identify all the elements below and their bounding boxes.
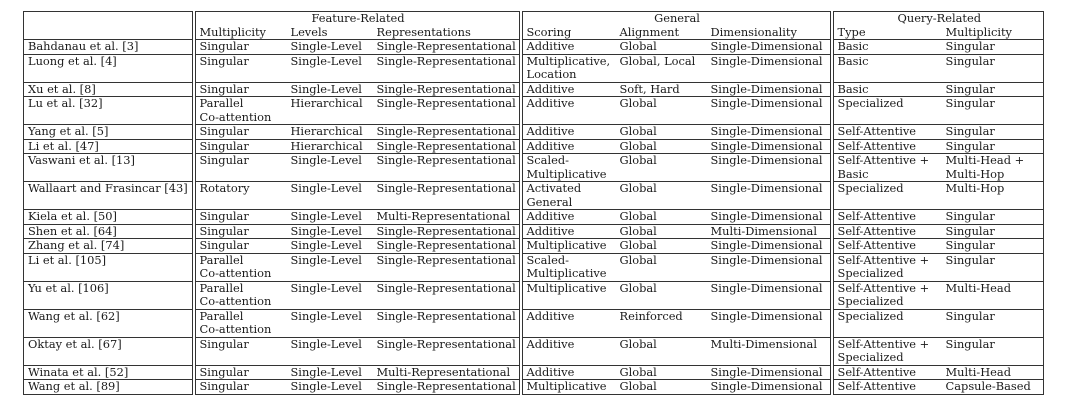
cell-query-multiplicity: Singular [942,125,1044,140]
cell-model: Lu et al. [32] [24,97,194,125]
cell-feature-multiplicity: Singular [194,224,287,239]
cell-scoring: Additive [521,365,616,380]
cell-model: Luong et al. [4] [24,54,194,82]
cell-feature-multiplicity: Singular [194,380,287,395]
cell-query-multiplicity: Multi-Head + Multi-Hop [942,154,1044,182]
cell-dimensionality: Single-Dimensional [710,365,823,379]
cell-alignment: Global [619,379,657,393]
column-header-multiplicity: Multiplicity [194,26,287,40]
cell-representations: Single-Representational [376,54,516,68]
cell-query-multiplicity: Singular [942,253,1044,281]
column-header-model [24,26,194,40]
cell-levels: Single-Level [290,153,362,167]
table-row [24,97,1044,125]
cell-representations: Single-Representational [376,238,516,252]
cell-dimensionality: Multi-Dimensional [710,337,817,351]
cell-feature-multiplicity: Singular [194,82,287,97]
cell-dimensionality: Single-Dimensional [710,379,823,393]
cell-scoring: Additive [521,125,616,140]
cell-dimensionality: Single-Dimensional [710,209,823,223]
column-header-scoring: Scoring [521,26,616,40]
table-row [24,239,1044,254]
cell-levels: Single-Level [290,365,362,379]
cell-alignment: Global [619,337,657,351]
cell-representations: Single-Representational [376,39,516,53]
cell-alignment: Global [619,124,657,138]
cell-dimensionality: Single-Dimensional [710,124,823,138]
cell-levels: Single-Level [290,82,362,96]
cell-scoring: Activated General [521,182,616,210]
cell-query-multiplicity: Singular [942,54,1044,82]
table-row [24,82,1044,97]
cell-feature-multiplicity: Parallel Co-attention [194,97,287,125]
cell-feature-multiplicity: Rotatory [194,182,287,210]
cell-dimensionality: Single-Dimensional [710,82,823,96]
cell-query-type: Basic [832,54,942,82]
attention-models-table [23,11,1044,395]
cell-query-multiplicity: Singular [942,224,1044,239]
cell-query-type: Self-Attentive [832,239,942,254]
cell-feature-multiplicity: Singular [194,125,287,140]
table-row [24,365,1044,380]
cell-alignment: Global [619,153,657,167]
cell-dimensionality: Single-Dimensional [710,238,823,252]
table-row [24,210,1044,225]
cell-query-multiplicity: Multi-Head [942,365,1044,380]
column-header-query-multiplicity: Multiplicity [942,26,1044,40]
cell-levels: Hierarchical [290,96,363,110]
cell-query-type: Basic [832,40,942,55]
cell-scoring: Additive [521,97,616,125]
cell-model: Wallaart and Frasincar [43] [24,182,194,210]
cell-dimensionality: Single-Dimensional [710,139,823,153]
table-row [24,253,1044,281]
cell-model: Shen et al. [64] [24,224,194,239]
cell-dimensionality: Single-Dimensional [710,54,823,68]
cell-query-multiplicity: Singular [942,309,1044,337]
cell-model: Yu et al. [106] [24,281,194,309]
column-header-dimensionality: Dimensionality [710,25,797,39]
cell-alignment: Global, Local [619,54,696,68]
cell-scoring: Multiplicative [521,281,616,309]
cell-feature-multiplicity: Singular [194,210,287,225]
cell-representations: Single-Representational [376,96,516,110]
cell-scoring: Multiplicative, Location [521,54,616,82]
cell-query-type: Basic [832,82,942,97]
cell-query-type: Self-Attentive [832,125,942,140]
cell-representations: Single-Representational [376,281,516,295]
cell-scoring: Additive [521,210,616,225]
cell-model: Yang et al. [5] [24,125,194,140]
cell-query-type: Self-Attentive + Basic [832,154,942,182]
group-header-row [24,12,1044,26]
cell-feature-multiplicity: Singular [194,139,287,154]
cell-feature-multiplicity: Parallel Co-attention [194,253,287,281]
cell-query-type: Specialized [832,97,942,125]
cell-alignment: Global [619,39,657,53]
cell-levels: Single-Level [290,54,362,68]
group-feature-related: Feature-Related [194,12,521,26]
cell-query-type: Self-Attentive + Specialized [832,337,942,365]
table-row [24,139,1044,154]
cell-representations: Single-Representational [376,379,516,393]
cell-alignment: Global [619,253,657,267]
cell-scoring: Additive [521,139,616,154]
cell-query-multiplicity: Singular [942,40,1044,55]
cell-feature-multiplicity: Singular [194,40,287,55]
cell-alignment: Global [619,238,657,252]
cell-query-multiplicity: Multi-Hop [942,182,1044,210]
cell-representations: Single-Representational [376,309,516,323]
table-row [24,281,1044,309]
cell-levels: Hierarchical [290,124,363,138]
cell-representations: Single-Representational [376,181,516,195]
cell-scoring: Multiplicative [521,380,616,395]
cell-query-multiplicity: Singular [942,82,1044,97]
column-header-alignment: Alignment [619,25,680,39]
cell-query-type: Self-Attentive [832,139,942,154]
cell-representations: Single-Representational [376,139,516,153]
cell-query-multiplicity: Singular [942,337,1044,365]
cell-scoring: Multiplicative [521,239,616,254]
cell-scoring: Additive [521,309,616,337]
cell-levels: Single-Level [290,209,362,223]
cell-query-type: Self-Attentive [832,365,942,380]
cell-query-type: Self-Attentive [832,380,942,395]
cell-model: Xu et al. [8] [24,82,194,97]
cell-model: Kiela et al. [50] [24,210,194,225]
cell-scoring: Additive [521,82,616,97]
table-row [24,125,1044,140]
cell-model: Bahdanau et al. [3] [24,40,194,55]
table-row [24,337,1044,365]
cell-scoring: Additive [521,224,616,239]
cell-model: Wang et al. [89] [24,380,194,395]
cell-representations: Multi-Representational [376,365,511,379]
cell-query-multiplicity: Singular [942,97,1044,125]
cell-query-type: Self-Attentive [832,210,942,225]
table-row [24,54,1044,82]
cell-model: Vaswani et al. [13] [24,154,194,182]
cell-query-type: Self-Attentive + Specialized [832,253,942,281]
cell-levels: Single-Level [290,337,362,351]
cell-feature-multiplicity: Singular [194,365,287,380]
cell-representations: Single-Representational [376,124,516,138]
cell-representations: Single-Representational [376,153,516,167]
cell-scoring: Additive [521,337,616,365]
cell-feature-multiplicity: Parallel Co-attention [194,281,287,309]
cell-representations: Single-Representational [376,253,516,267]
cell-alignment: Global [619,139,657,153]
cell-dimensionality: Single-Dimensional [710,281,823,295]
cell-query-type: Self-Attentive [832,224,942,239]
cell-feature-multiplicity: Singular [194,239,287,254]
cell-alignment: Soft, Hard [619,82,680,96]
table-body [24,40,1044,395]
cell-query-multiplicity: Singular [942,210,1044,225]
cell-dimensionality: Single-Dimensional [710,39,823,53]
corner-cell [24,12,194,26]
cell-levels: Single-Level [290,181,362,195]
cell-feature-multiplicity: Singular [194,54,287,82]
cell-levels: Hierarchical [290,139,363,153]
table-row [24,40,1044,55]
cell-dimensionality: Multi-Dimensional [710,224,817,238]
cell-model: Wang et al. [62] [24,309,194,337]
cell-representations: Single-Representational [376,224,516,238]
cell-feature-multiplicity: Parallel Co-attention [194,309,287,337]
cell-alignment: Global [619,181,657,195]
cell-dimensionality: Single-Dimensional [710,181,823,195]
cell-representations: Single-Representational [376,82,516,96]
cell-query-multiplicity: Multi-Head [942,281,1044,309]
cell-scoring: Additive [521,40,616,55]
table-row [24,224,1044,239]
table-row [24,154,1044,182]
cell-model: Li et al. [47] [24,139,194,154]
cell-model: Zhang et al. [74] [24,239,194,254]
cell-levels: Single-Level [290,39,362,53]
cell-levels: Single-Level [290,281,362,295]
cell-dimensionality: Single-Dimensional [710,253,823,267]
cell-query-multiplicity: Capsule-Based [942,380,1044,395]
cell-model: Winata et al. [52] [24,365,194,380]
cell-query-multiplicity: Singular [942,139,1044,154]
column-header-type: Type [832,26,942,40]
cell-dimensionality: Single-Dimensional [710,96,823,110]
cell-scoring: Scaled- Multiplicative [521,253,616,281]
cell-scoring: Scaled- Multiplicative [521,154,616,182]
column-header-representations: Representations [376,25,471,39]
cell-alignment: Global [619,224,657,238]
column-header-row [24,26,1044,40]
group-query-related: Query-Related [832,12,1044,26]
cell-query-multiplicity: Singular [942,239,1044,254]
table-row [24,182,1044,210]
table-row [24,380,1044,395]
cell-alignment: Global [619,96,657,110]
cell-query-type: Specialized [832,309,942,337]
cell-representations: Single-Representational [376,337,516,351]
cell-alignment: Global [619,365,657,379]
cell-feature-multiplicity: Singular [194,154,287,182]
cell-representations: Multi-Representational [376,209,511,223]
cell-levels: Single-Level [290,379,362,393]
cell-query-type: Self-Attentive + Specialized [832,281,942,309]
cell-dimensionality: Single-Dimensional [710,309,823,323]
column-header-levels: Levels [290,25,328,39]
cell-feature-multiplicity: Singular [194,337,287,365]
cell-dimensionality: Single-Dimensional [710,153,823,167]
cell-alignment: Reinforced [619,309,683,323]
cell-alignment: Global [619,209,657,223]
cell-model: Li et al. [105] [24,253,194,281]
cell-levels: Single-Level [290,309,362,323]
cell-levels: Single-Level [290,253,362,267]
cell-query-type: Specialized [832,182,942,210]
cell-alignment: Global [619,281,657,295]
group-general: General [521,12,832,26]
table-row [24,309,1044,337]
cell-model: Oktay et al. [67] [24,337,194,365]
cell-levels: Single-Level [290,238,362,252]
cell-levels: Single-Level [290,224,362,238]
